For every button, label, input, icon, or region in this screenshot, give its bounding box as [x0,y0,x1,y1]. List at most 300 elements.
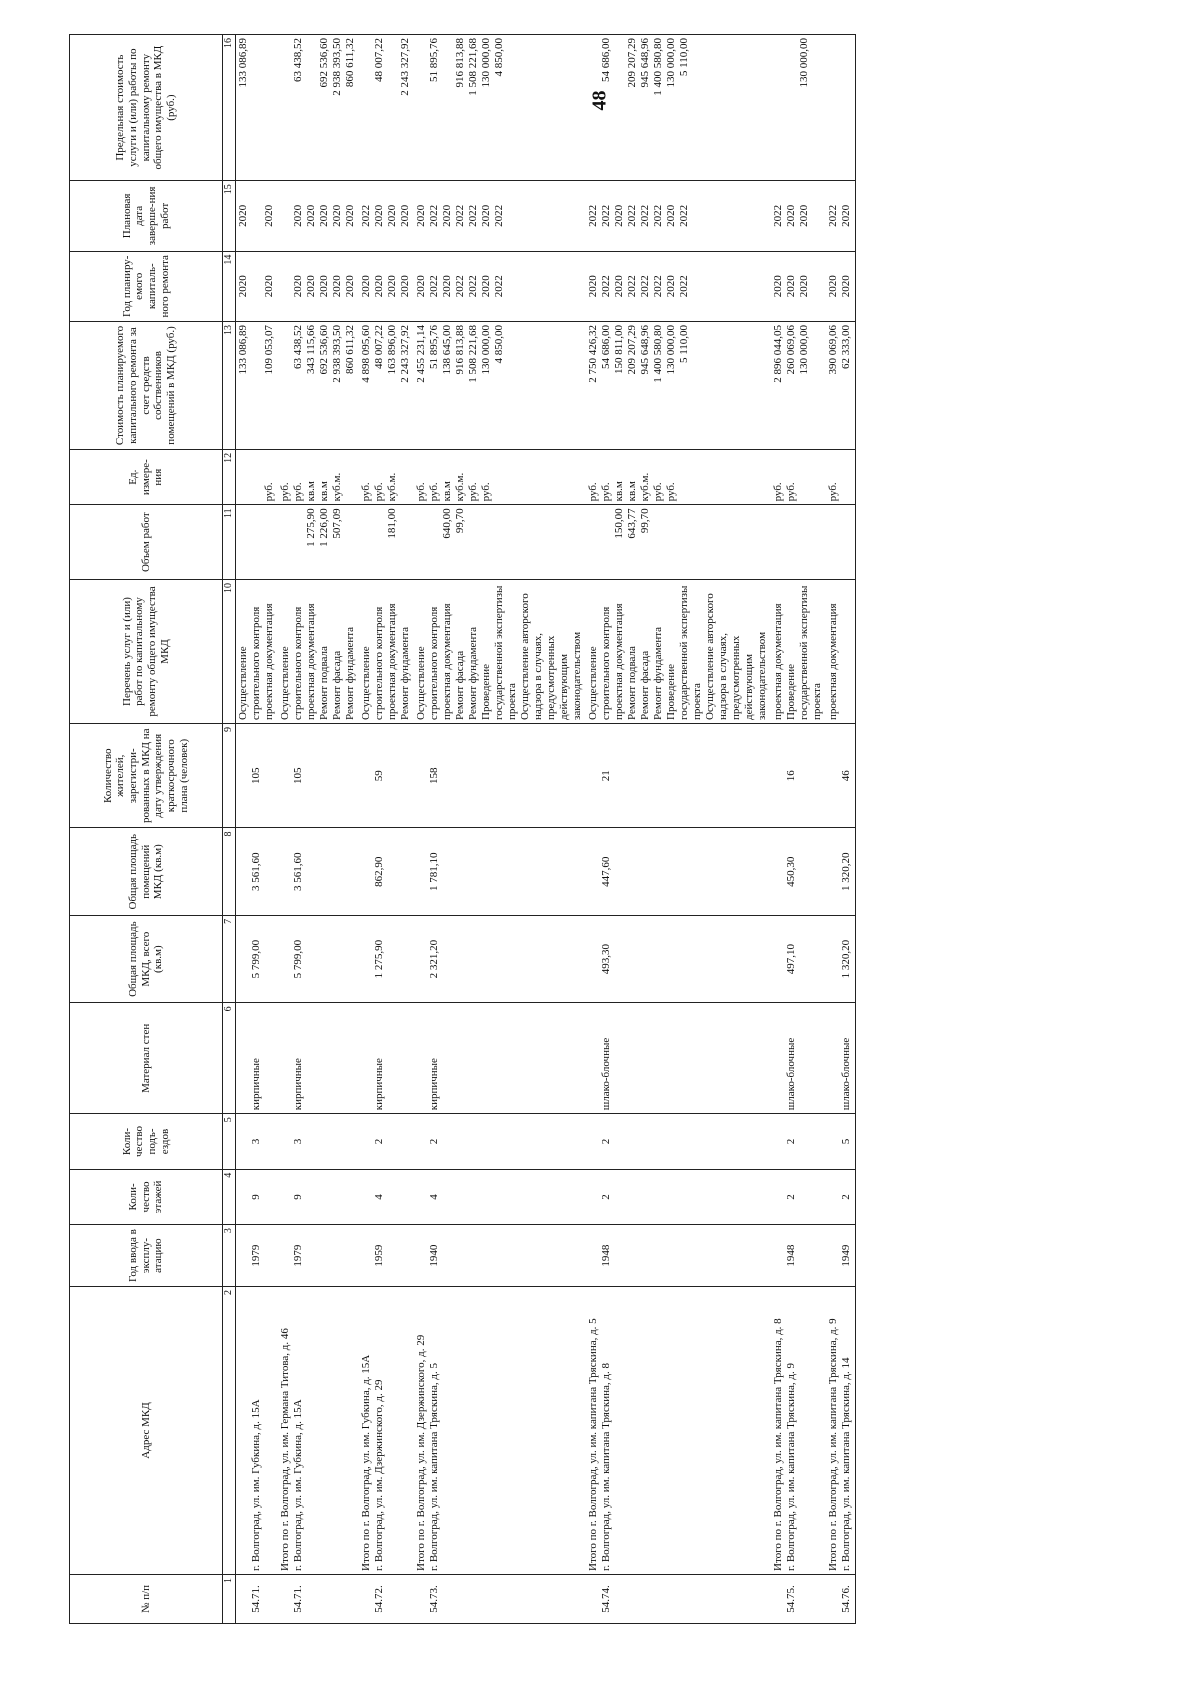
table-cell [278,828,359,915]
column-number: 15 [223,181,236,251]
commission-year: 1948 [600,1244,612,1267]
work-limit [613,38,626,177]
repair-plan-table [69,34,856,1624]
table-cell [278,449,359,504]
table-cell [359,1114,414,1169]
wall-material: шлако-блочные [785,1037,797,1111]
work-volume [373,508,386,576]
total-date: 2020 [237,204,249,227]
table-row [414,35,586,1624]
work-volume: 1 226,00 [318,508,330,547]
work-cost: 860 611,32 [344,324,356,375]
address: г. Волгоград, ул. им. капитана Тряскина, д. 14 [840,1357,852,1571]
work-limit: 54 686,00 [600,38,612,82]
commission-year: 1949 [840,1244,852,1267]
cell-text [237,1006,250,1110]
table-cell [771,1574,826,1623]
work-cost: 1 508 221,68 [467,324,479,383]
table-cell [359,181,414,251]
table-cell [236,580,279,724]
cell-text [279,1117,292,1165]
table-cell [359,449,414,504]
cell-text [415,727,428,825]
total-limit: 133 086,89 [237,38,249,88]
table-cell [771,1169,826,1224]
total-year: 2020 [415,275,427,298]
row-number: 54.74. [600,1585,612,1613]
column-header: № п/п [70,1574,223,1623]
row-number: 54.72. [373,1585,385,1613]
cell-text [415,1173,428,1221]
table-row [586,35,771,1624]
table-cell [236,321,279,449]
cell-text [360,1173,373,1221]
table-cell [826,35,856,181]
work-unit: куб.м. [386,472,398,502]
cell-text [827,1578,840,1620]
column-header: Адрес МКД [70,1287,223,1575]
cell-text [587,1173,600,1221]
work-year: 2020 [292,275,304,298]
column-number: 1 [223,1574,236,1623]
work-name: Ремонт фундамента [652,626,664,720]
work-limit [840,38,853,177]
work-cost: 1 400 580,80 [652,324,664,383]
table-cell [236,181,279,251]
cell-text [360,1117,373,1165]
column-header: Предельная стоимость услуги и (или) работы по капитальному ремонту общего имущества в МКД (руб.) [70,35,223,181]
work-year: 2022 [467,275,479,298]
cell-text [587,919,600,999]
cell-text [772,1173,785,1221]
commission-year: 1948 [785,1244,797,1267]
work-volume: 640,00 [441,508,453,539]
table-cell [586,828,771,915]
work-name: Проведение государственной экспертизы проекта [785,585,823,720]
total-label: Итого по г. Волгоград, ул. им. капитана Тряскина, д. 9 [827,1318,839,1571]
work-year: 2022 [454,275,466,298]
column-number: 7 [223,915,236,1002]
cell-text [237,1578,250,1620]
table-cell [236,35,279,181]
area-rooms: 1 781,10 [428,852,440,891]
table-row [771,35,826,1624]
residents: 21 [600,770,612,782]
column-number: 2 [223,1287,236,1575]
work-name: Ремонт подвала [626,646,638,720]
table-cell [771,181,826,251]
residents: 105 [292,767,304,784]
column-header: Объем работ [70,505,223,580]
table-cell [278,1169,359,1224]
work-limit: 48 007,22 [373,38,385,82]
row-number: 54.75. [785,1585,797,1613]
table-cell [586,580,771,724]
table-cell [771,1225,826,1287]
cell-text [415,1578,428,1620]
work-cost: 916 813,88 [454,324,466,375]
table-cell [236,723,279,828]
cell-text [360,1006,373,1110]
table-cell [359,1003,414,1114]
work-cost: 54 686,00 [600,324,612,369]
table-cell [359,1225,414,1287]
cell-text [415,1117,428,1165]
table-cell [771,915,826,1002]
table-cell [414,1287,586,1575]
total-label: Итого по г. Волгоград, ул. им. Германа Титова, д. 46 [279,1328,291,1571]
work-volume [772,508,785,576]
work-unit: руб. [428,482,440,502]
work-unit: руб. [652,482,664,502]
commission-year: 1979 [250,1244,262,1267]
table-cell [414,449,586,504]
column-number: 6 [223,1003,236,1114]
work-year: 2020 [840,275,852,298]
work-name: Проведение государственной экспертизы проекта [665,585,703,720]
residents: 59 [373,770,385,782]
work-unit: куб.м. [331,472,343,502]
address: г. Волгоград, ул. им. капитана Тряскина, д. 5 [428,1363,440,1571]
table-cell [414,915,586,1002]
total-cost [279,325,292,446]
column-number: 4 [223,1169,236,1224]
cell-text [587,1578,600,1620]
table-cell [278,251,359,321]
work-unit: руб. [600,482,612,502]
entrances: 2 [785,1138,797,1145]
work-cost: 62 333,00 [840,324,852,369]
table-cell [414,1169,586,1224]
total-label: Итого по г. Волгоград, ул. им. Губкина, д. 15А [360,1354,372,1571]
work-limit: 916 813,88 [454,38,466,88]
work-cost: 209 207,29 [626,324,638,375]
work-volume [600,508,613,576]
work-name: Ремонт фундамента [344,626,356,720]
table-cell [826,1114,856,1169]
work-year: 2020 [318,275,330,298]
work-limit: 2 938 393,50 [331,38,343,96]
work-unit: руб. [827,482,839,502]
table-cell [771,1003,826,1114]
cell-text [360,831,373,911]
table-cell [826,251,856,321]
table-cell [826,449,856,504]
work-cost: 692 536,60 [318,324,330,375]
cell-text [279,1578,292,1620]
cell-text [279,919,292,999]
cell-text [772,727,785,825]
cell-text [587,727,600,825]
work-limit: 1 400 580,80 [652,38,664,96]
table-cell [414,1114,586,1169]
work-limit [441,38,454,177]
work-name: Ремонт фасада [454,650,466,720]
work-date: 2020 [344,204,356,227]
floors: 4 [373,1194,385,1200]
table-cell [826,915,856,1002]
cell-text [415,1006,428,1110]
table-cell [414,1003,586,1114]
table-cell [414,1574,586,1623]
table-cell [586,1003,771,1114]
work-unit: руб. [480,482,492,502]
work-volume: 99,70 [639,508,651,534]
work-volume: 1 275,90 [305,508,317,547]
entrances: 2 [428,1138,440,1145]
cell-text [827,1006,840,1110]
table-cell [278,1225,359,1287]
work-year: 2022 [678,275,690,298]
table-cell [771,505,826,580]
total-date: 2022 [587,204,599,227]
work-cost: 945 648,96 [639,324,651,375]
work-year: 2020 [305,275,317,298]
column-number-row [223,35,236,1624]
table-cell [236,915,279,1002]
page-number-text: 48 [588,90,611,110]
cell-text [360,919,373,999]
total-cost: 4 898 095,60 [360,324,372,383]
column-header: Стоимость планируемого капитального ремонта за счет средств собственников помещений в МКД (руб.) [70,321,223,449]
work-volume [279,508,292,576]
work-year: 2020 [373,275,385,298]
table-cell [414,580,586,724]
work-volume: 150,00 [613,508,625,539]
area-total: 1 320,20 [840,939,852,979]
work-limit: 51 895,76 [428,38,440,82]
total-label [237,1290,250,1571]
work-cost: 138 645,00 [441,324,453,375]
table-cell [359,505,414,580]
work-volume [665,508,678,576]
row-number: 54.73. [428,1585,440,1613]
work-limit [305,38,318,177]
area-total: 5 799,00 [292,939,304,979]
column-header: Год ввода в эксплу-атацию [70,1225,223,1287]
floors: 9 [250,1194,262,1200]
column-header: Общая площадь помещений МКД (кв.м) [70,828,223,915]
work-name: проектная документация [827,603,839,720]
total-cost: 390 069,06 [827,324,839,375]
column-header: Год планиру-емого капиталь-ного ремонта [70,251,223,321]
cell-text [772,1228,785,1283]
area-rooms: 447,60 [600,856,612,887]
work-volume [263,508,276,576]
work-unit: руб. [373,482,385,502]
work-limit: 130 000,00 [665,38,677,88]
total-cost: 2 455 231,14 [415,324,427,383]
column-number: 5 [223,1114,236,1169]
floors: 9 [292,1194,304,1200]
cell-text [587,1117,600,1165]
work-year: 2022 [493,275,505,298]
total-date: 2020 [415,204,427,227]
cell-text [827,1228,840,1283]
work-date: 2020 [840,204,852,227]
table-cell [359,1169,414,1224]
work-limit: 130 000,00 [480,38,492,88]
total-year: 2020 [360,275,372,298]
table-cell [278,1003,359,1114]
work-cost: 130 000,00 [798,324,810,375]
work-name: Ремонт фасада [331,650,343,720]
work-date: 2020 [292,204,304,227]
column-header: Ед. измере-ния [70,449,223,504]
cell-text [237,508,250,576]
work-unit: руб. [785,482,797,502]
work-date: 2020 [399,204,411,227]
cell-text [250,508,263,576]
wall-material: шлако-блочные [840,1037,852,1111]
work-volume [415,508,428,576]
table-cell [359,723,414,828]
table-cell [826,1287,856,1575]
work-limit: 209 207,29 [626,38,638,88]
work-limit: 945 648,96 [639,38,651,88]
work-cost: 4 850,00 [493,324,505,364]
table-cell [826,580,856,724]
table-cell [771,1287,826,1575]
table-cell [236,828,279,915]
table-cell [771,1114,826,1169]
work-unit: кв.м [613,481,625,502]
work-year: 2020 [665,275,677,298]
table-cell [586,449,771,504]
table-cell [586,1169,771,1224]
work-volume [480,508,493,576]
cell-text [772,1117,785,1165]
work-name: проектная документация [305,603,317,720]
column-number: 9 [223,723,236,828]
entrances: 2 [373,1138,385,1145]
work-cost: 150 811,00 [613,324,625,375]
column-header: Коли-чество этажей [70,1169,223,1224]
table-cell [771,251,826,321]
table-cell [826,1169,856,1224]
cell-text [250,38,263,177]
cell-text [250,184,263,247]
table-cell [278,321,359,449]
work-volume [292,508,305,576]
column-number: 11 [223,505,236,580]
cell-text [279,1006,292,1110]
work-volume: 643,77 [626,508,638,539]
cell-text [587,1006,600,1110]
cell-text [237,1228,250,1283]
cell-text [827,1173,840,1221]
total-year: 2020 [827,275,839,298]
column-number: 12 [223,449,236,504]
column-number: 14 [223,251,236,321]
column-number: 13 [223,321,236,449]
table-cell [826,181,856,251]
work-year: 2020 [344,275,356,298]
table-cell [586,505,771,580]
total-label: Итого по г. Волгоград, ул. им. Дзержинского, д. 29 [415,1334,427,1571]
table-cell [771,449,826,504]
entrances: 2 [600,1138,612,1145]
work-cost: 343 115,66 [305,324,317,375]
table-cell [359,1574,414,1623]
total-cost: 2 896 044,05 [772,324,784,383]
cell-text [827,919,840,999]
work-limit [386,38,399,177]
column-header: Материал стен [70,1003,223,1114]
cell-text [827,1117,840,1165]
floors: 2 [785,1194,797,1200]
area-total: 493,30 [600,944,612,975]
entrances: 3 [292,1138,304,1145]
table-cell [236,1574,279,1623]
table-cell [414,1225,586,1287]
work-limit: 4 850,00 [493,38,505,77]
cell-text [237,453,250,501]
table-cell [278,181,359,251]
work-name: Осуществление авторского надзора в случаях, предусмотренных действующим законодательством [704,593,768,720]
work-volume [467,508,480,576]
header-row [70,35,223,1624]
column-header: Количество жителей, зарегистри-рованных в МКД на дату утверждения краткосрочного плана (человек) [70,723,223,828]
table-cell [586,35,771,181]
work-limit [785,38,798,177]
cell-text [415,831,428,911]
floors: 4 [428,1194,440,1200]
cell-text [415,919,428,999]
total-year: 2020 [587,275,599,298]
work-unit: кв.м [305,481,317,502]
work-unit: руб. [292,482,304,502]
work-cost: 109 053,07 [263,324,275,375]
column-header: Перечень услуг и (или) работ по капитальному ремонту общего имущества МКД [70,580,223,724]
row-number: 54.71. [250,1585,262,1613]
work-volume [360,508,373,576]
table-cell [414,251,586,321]
work-limit: 2 243 327,92 [399,38,411,96]
area-rooms: 1 320,20 [840,852,852,891]
column-number: 3 [223,1225,236,1287]
work-date: 2022 [493,204,505,227]
work-unit: кв.м [441,481,453,502]
table-cell [278,1287,359,1575]
work-cost: 63 438,52 [292,324,304,369]
table-cell [414,321,586,449]
table-cell [586,1225,771,1287]
table-cell [359,1287,414,1575]
table-cell [236,449,279,504]
work-unit: руб. [587,482,599,502]
table-cell [586,1114,771,1169]
cell-text [250,325,263,446]
table-row [278,35,359,1624]
table-cell [414,181,586,251]
work-cost: 5 110,00 [678,324,690,364]
work-unit: руб. [665,482,677,502]
work-year: 2022 [428,275,440,298]
work-name: Ремонт подвала [318,646,330,720]
work-date: 2020 [318,204,330,227]
column-header: Коли-чество подъ-ездов [70,1114,223,1169]
total-cost: 133 086,89 [237,324,249,375]
work-date: 2020 [441,204,453,227]
residents: 158 [428,767,440,784]
table-body [236,35,856,1624]
table-cell [826,828,856,915]
table-row [236,35,279,1624]
area-rooms: 862,90 [373,856,385,887]
work-name: проектная документация [613,603,625,720]
table-cell [771,723,826,828]
